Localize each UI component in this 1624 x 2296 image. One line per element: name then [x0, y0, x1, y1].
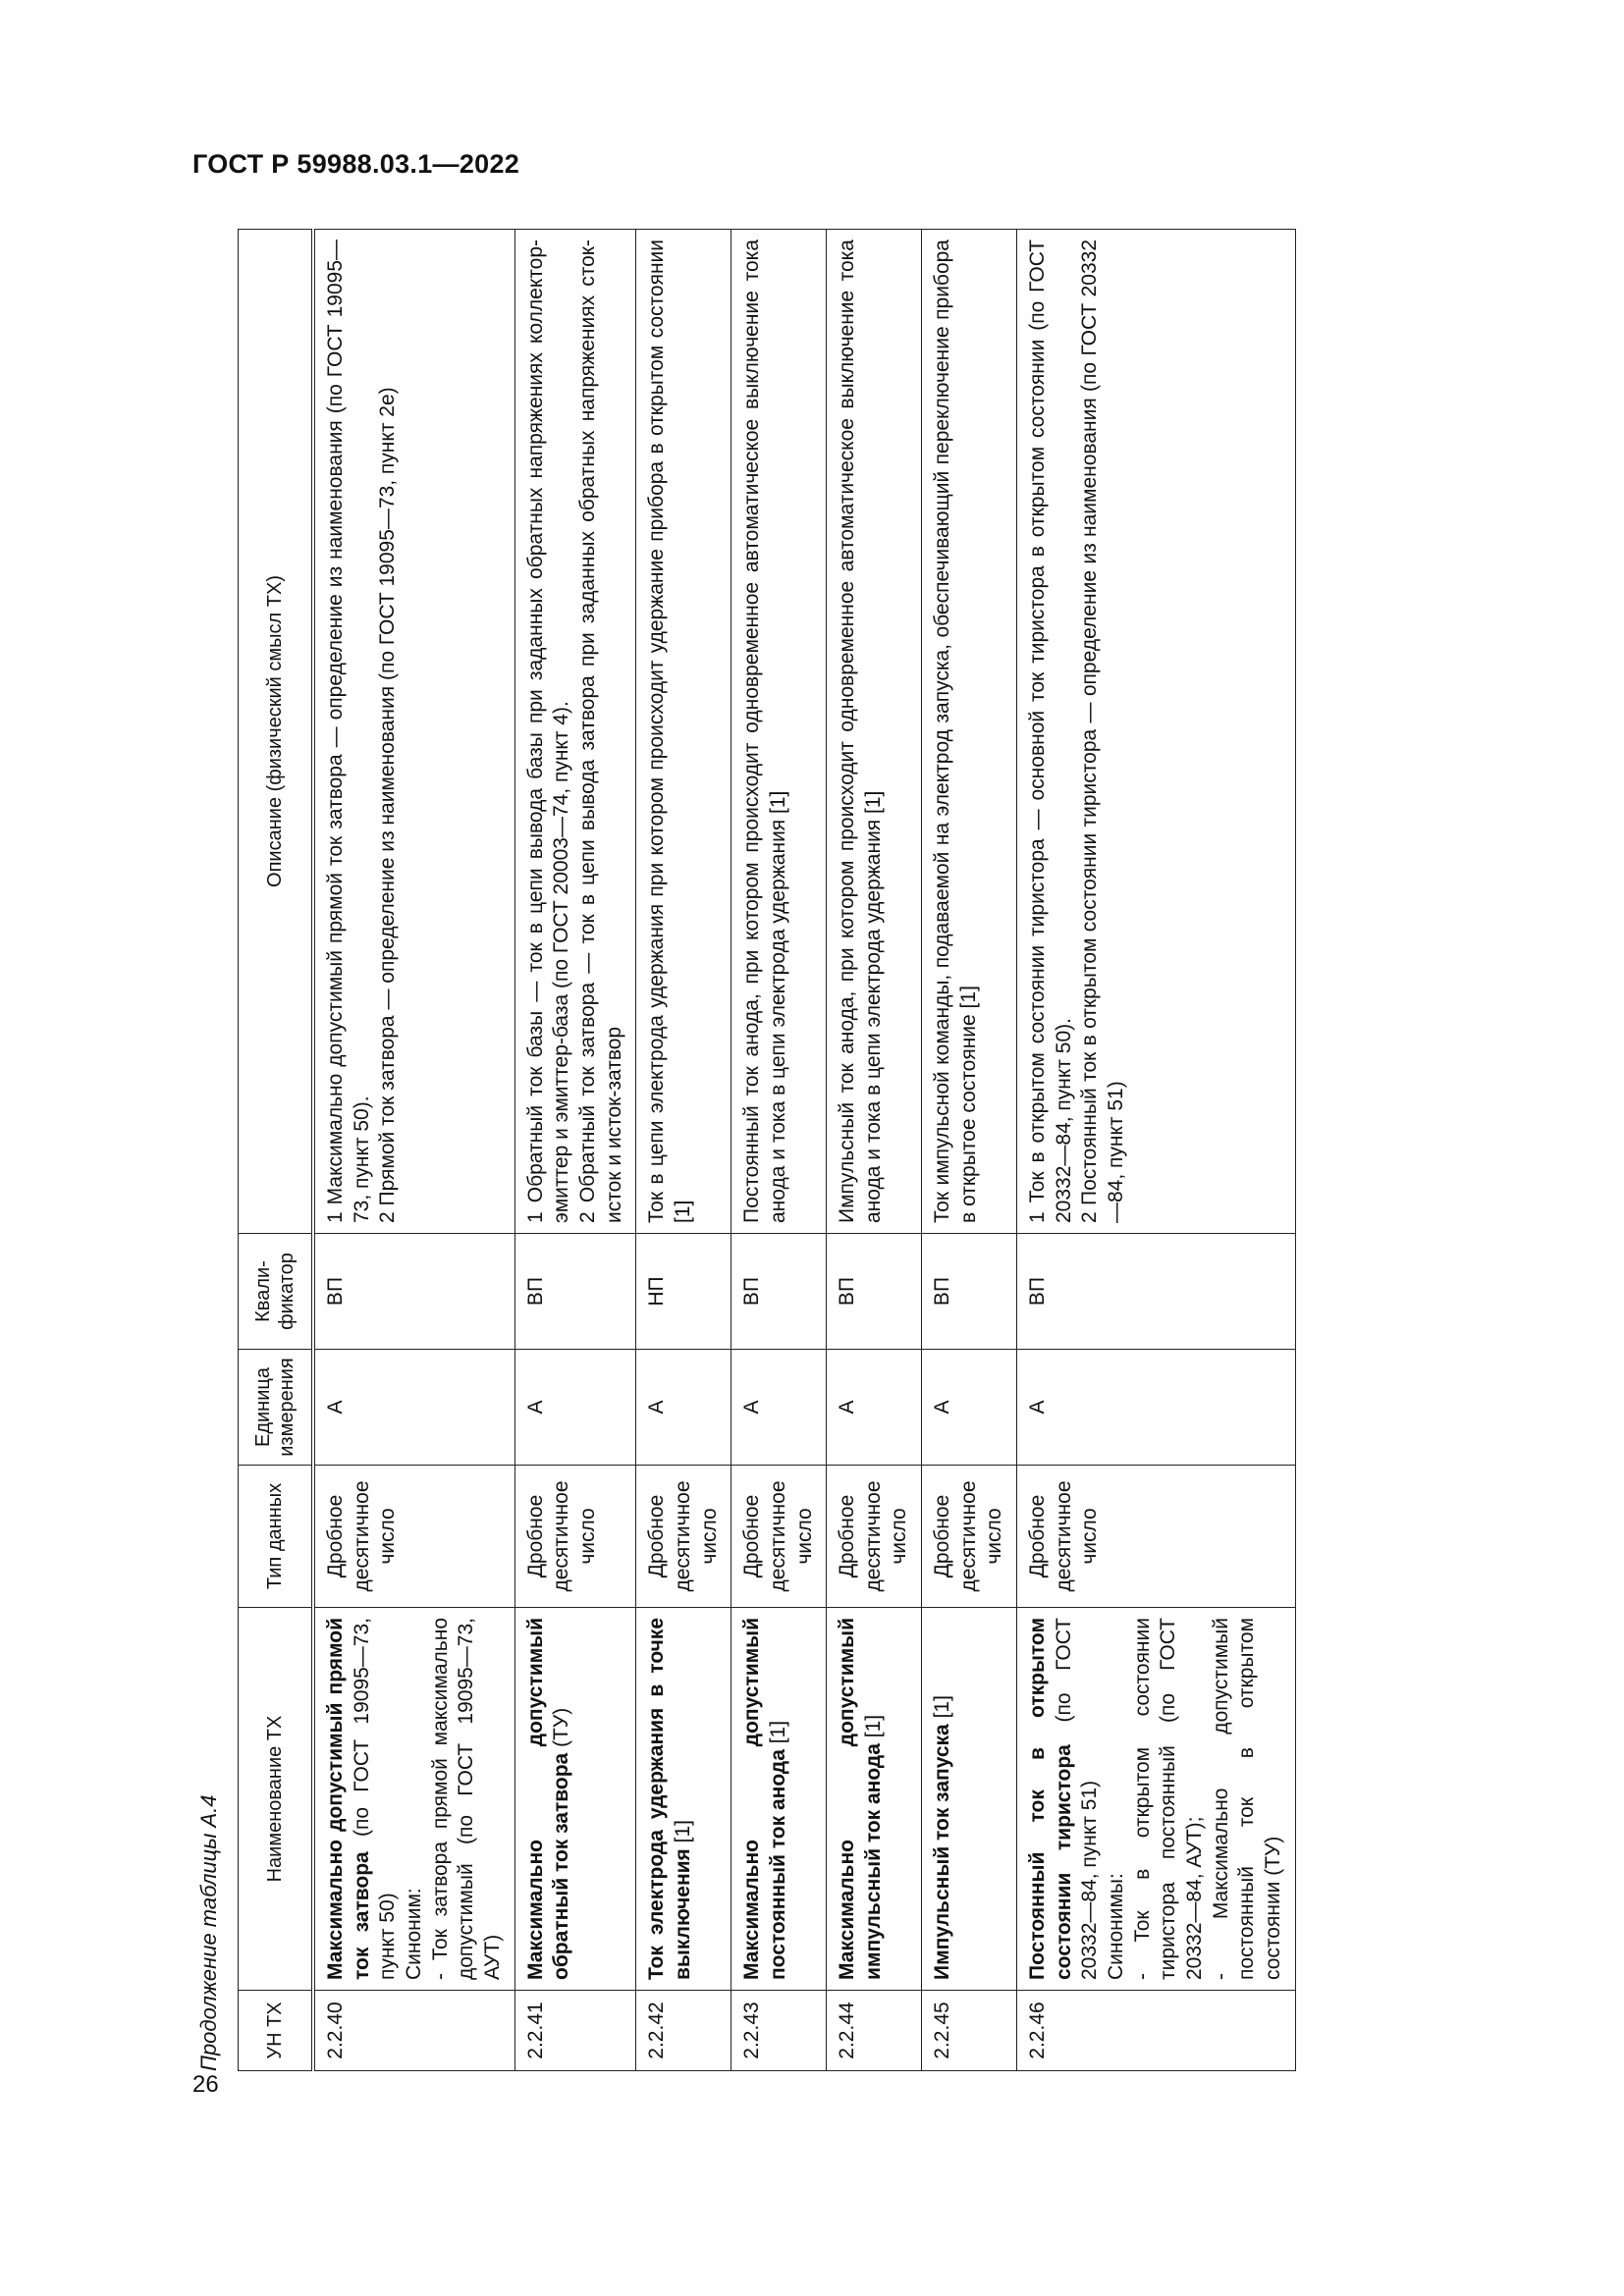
- name-reference: (по ГОСТ 20332—84, пункт 51): [1052, 1618, 1102, 1980]
- name-synonym-line: - Максимально допустимый постоянный ток в открытом состоянии (ТУ): [1209, 1618, 1284, 1980]
- name-synonym-line: - Ток в открытом состоянии тиристора постоянный (по ГОСТ 20332—84, АУТ);: [1130, 1618, 1207, 1980]
- description-line: 1 Ток в открытом состоянии тиристора — основной ток тиристора в открытом состоянии (по ГОСТ 20332—84, пункт 50).: [1026, 240, 1075, 1223]
- table-caption: Продолжение таблицы А.4: [196, 1794, 221, 2071]
- cell-unit: А: [1017, 1350, 1296, 1466]
- name-synonym-line: Синонимы:: [1105, 1873, 1128, 1980]
- description-line: 1 Максимально допустимый прямой ток затвора — определение из наименования (по ГОСТ 19095—73, пункт 50).: [324, 240, 373, 1223]
- cell-name: [1017, 1608, 1296, 1991]
- document-title: ГОСТ Р 59988.03.1—2022: [192, 149, 520, 179]
- table-row: [313, 230, 514, 2071]
- name-reference: [1]: [766, 1720, 789, 1750]
- cell-name: [313, 1608, 514, 1991]
- cell-qualifier: ВП: [1017, 1234, 1296, 1350]
- page-number: 26: [192, 2071, 219, 2098]
- cell-qualifier: НП: [636, 1234, 731, 1350]
- cell-data-type: Дробное десятичное число: [636, 1466, 731, 1608]
- cell-description: [1017, 230, 1296, 1234]
- name-bold: Максимально допустимый импульсный ток анода: [836, 1618, 885, 1980]
- col-header-code: УН ТХ: [239, 1991, 314, 2071]
- cell-data-type: Дробное десятичное число: [514, 1466, 636, 1608]
- table-row: [922, 230, 1017, 2071]
- name-bold: Максимально допустимый прямой ток затвора: [324, 1618, 373, 1980]
- cell-code: 2.2.45: [922, 1991, 1017, 2071]
- cell-qualifier: ВП: [922, 1234, 1017, 1350]
- cell-code: 2.2.46: [1017, 1991, 1296, 2071]
- description-line: Импульсный ток анода, при котором происходит одновременное автоматическое выключение тока анода и тока в цепи электрода удержания [1]: [836, 240, 885, 1223]
- cell-qualifier: ВП: [313, 1234, 514, 1350]
- table-body: [313, 230, 1295, 2071]
- name-reference: [1]: [671, 1820, 694, 1849]
- name-reference: [1]: [931, 1695, 954, 1725]
- cell-code: 2.2.40: [313, 1991, 514, 2071]
- col-header-description: Описание (физический смысл ТХ): [239, 230, 314, 1234]
- description-line: Ток импульсной команды, подаваемой на электрод запуска, обеспечивающий переключение прибора в открытое состояние [1]: [931, 240, 980, 1223]
- description-line: 2 Обратный ток затвора — ток в цепи вывода затвора при заданных обратных напряжениях сток-исток и исток-затвор: [575, 240, 625, 1223]
- description-line: 1 Обратный ток базы — ток в цепи вывода базы при заданных обратных напряжениях коллектор-эмиттер и эмиттер-база (по ГОСТ 20003—74, пункт 4).: [523, 240, 573, 1223]
- cell-qualifier: ВП: [827, 1234, 922, 1350]
- cell-description: [636, 230, 731, 1234]
- cell-qualifier: ВП: [514, 1234, 636, 1350]
- cell-code: 2.2.41: [514, 1991, 636, 2071]
- col-header-qualifier: Квали-фикатор: [239, 1234, 314, 1350]
- cell-name: [731, 1608, 827, 1991]
- cell-name: [922, 1608, 1017, 1991]
- table-header-row: [239, 230, 314, 2071]
- table-row: [1017, 230, 1296, 2071]
- cell-description: [313, 230, 514, 1234]
- cell-data-type: Дробное десятичное число: [922, 1466, 1017, 1608]
- cell-data-type: Дробное десятичное число: [1017, 1466, 1296, 1608]
- name-bold: Максимально допустимый постоянный ток анода: [740, 1618, 789, 1980]
- cell-unit: А: [731, 1350, 827, 1466]
- cell-unit: А: [514, 1350, 636, 1466]
- cell-unit: А: [313, 1350, 514, 1466]
- cell-description: [922, 230, 1017, 1234]
- cell-description: [731, 230, 827, 1234]
- cell-description: [827, 230, 922, 1234]
- characteristics-table: [238, 229, 1296, 2071]
- rotated-table-container: [196, 230, 1355, 2071]
- name-synonym-line: - Ток затвора прямой максимально допустимый (по ГОСТ 19095—73, АУТ): [428, 1618, 504, 1980]
- cell-data-type: Дробное десятичное число: [313, 1466, 514, 1608]
- table-row: [514, 230, 636, 2071]
- name-reference: (ТУ): [550, 1707, 573, 1753]
- name-bold: Постоянный ток в открытом состоянии тиристора: [1026, 1618, 1075, 1980]
- cell-name: [827, 1608, 922, 1991]
- cell-code: 2.2.42: [636, 1991, 731, 2071]
- col-header-name: Наименование ТХ: [239, 1608, 314, 1991]
- cell-data-type: Дробное десятичное число: [827, 1466, 922, 1608]
- cell-description: [514, 230, 636, 1234]
- col-header-unit: Единица измерения: [239, 1350, 314, 1466]
- name-bold: Импульсный ток запуска: [931, 1724, 954, 1980]
- cell-data-type: Дробное десятичное число: [731, 1466, 827, 1608]
- description-line: 2 Постоянный ток в открытом состоянии тиристора — определение из наименования (по ГОСТ 20332—84, пункт 51): [1078, 240, 1128, 1223]
- cell-unit: А: [636, 1350, 731, 1466]
- table-row: [827, 230, 922, 2071]
- cell-name: [514, 1608, 636, 1991]
- name-bold: Ток электрода удержания в точке выключения: [645, 1618, 694, 1980]
- name-bold: Максимально допустимый обратный ток затвора: [523, 1618, 573, 1980]
- table-row: [731, 230, 827, 2071]
- name-synonym-line: Синоним:: [402, 1888, 425, 1980]
- cell-code: 2.2.43: [731, 1991, 827, 2071]
- cell-unit: А: [922, 1350, 1017, 1466]
- cell-qualifier: ВП: [731, 1234, 827, 1350]
- description-line: Постоянный ток анода, при котором происходит одновременное автоматическое выключение тока анода и тока в цепи электрода удержания [1]: [740, 240, 789, 1223]
- cell-name: [636, 1608, 731, 1991]
- cell-code: 2.2.44: [827, 1991, 922, 2071]
- table-row: [636, 230, 731, 2071]
- description-line: 2 Прямой ток затвора — определение из наименования (по ГОСТ 19095—73, пункт 2е): [376, 387, 400, 1223]
- name-reference: [1]: [861, 1714, 885, 1744]
- cell-unit: А: [827, 1350, 922, 1466]
- description-line: Ток в цепи электрода удержания при котором происходит удержание прибора в открытом состоянии [1]: [645, 240, 694, 1223]
- name-reference: (по ГОСТ 19095—73, пункт 50): [350, 1618, 400, 1980]
- col-header-type: Тип данных: [239, 1466, 314, 1608]
